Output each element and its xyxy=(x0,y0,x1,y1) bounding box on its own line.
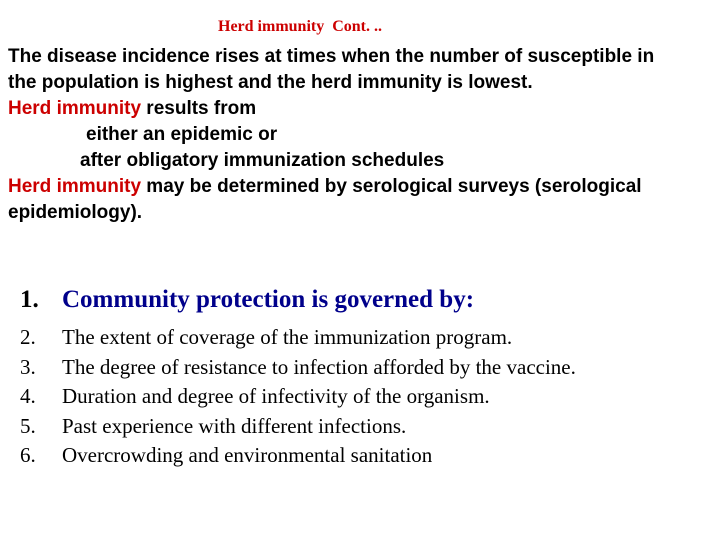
paragraph-serological xyxy=(8,174,720,226)
list-number: 1. xyxy=(20,286,39,313)
list-item xyxy=(0,323,576,353)
list-heading-text: Community protection is governed by: xyxy=(62,286,475,313)
list-item xyxy=(0,412,576,442)
list-number: 4. xyxy=(20,384,36,408)
term-herd-immunity: Herd immunity xyxy=(8,176,142,197)
list-heading xyxy=(0,285,576,315)
list-item-text: The extent of coverage of the immunization program. xyxy=(62,325,513,349)
list-number: 6. xyxy=(20,443,36,467)
paragraph-results-from xyxy=(8,96,720,122)
list-number: 3. xyxy=(20,354,36,379)
paragraph-text: may be determined by serological surveys (serological xyxy=(141,176,642,197)
list-item xyxy=(0,382,576,412)
list-item xyxy=(0,441,576,471)
list-number: 2. xyxy=(20,325,36,349)
list-item-text: The degree of resistance to infection afforded by the vaccine. xyxy=(62,354,576,379)
list-item-text: Overcrowding and environmental sanitation xyxy=(62,443,433,467)
paragraph-text: results from xyxy=(141,98,257,119)
list-item xyxy=(0,353,576,383)
paragraph-line: epidemiology). xyxy=(8,202,143,223)
paragraph-line: The disease incidence rises at times when the number of susceptible in xyxy=(8,46,655,67)
sub-item-epidemic: either an epidemic or xyxy=(86,124,278,145)
list-number: 5. xyxy=(20,413,36,438)
list-item-text: Past experience with different infections. xyxy=(62,413,407,438)
numbered-list xyxy=(0,285,576,471)
term-herd-immunity: Herd immunity xyxy=(8,98,142,119)
list-item-text: Duration and degree of infectivity of the organism. xyxy=(62,384,490,408)
paragraph-line: the population is highest and the herd immunity is lowest. xyxy=(8,72,533,93)
paragraph-incidence xyxy=(8,44,720,96)
slide-title: Herd immunity Cont. .. xyxy=(218,18,382,35)
sub-item-immunization: after obligatory immunization schedules xyxy=(80,150,445,171)
